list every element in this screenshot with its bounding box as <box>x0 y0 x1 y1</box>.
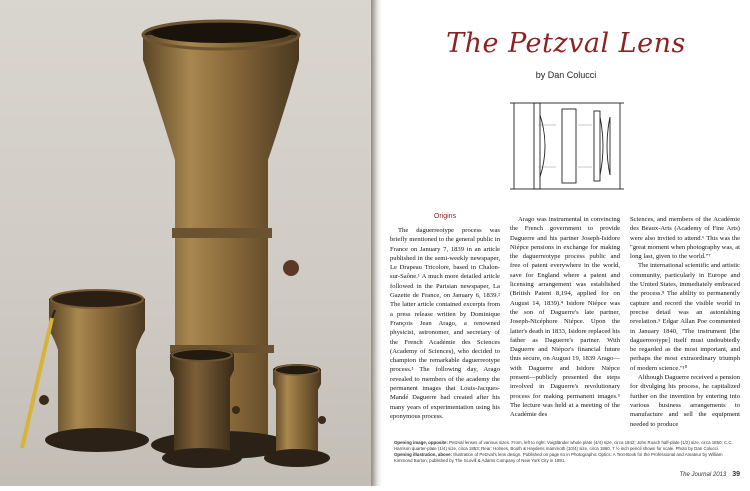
journal-name: The Journal 2013 <box>679 472 727 478</box>
caption-text: Illustration of Petzval's lens design. Published on page 61 in Photographic Optics: A Text-Book for the Professional and Amateur by William Kimmond Burton, published by The Scovill & Adams Company of New York City in 1891. <box>394 452 723 463</box>
paragraph: The daguerreotype process was briefly mentioned to the general public in France on January 7, 1839 in an article published in the semi-weekly newspaper, Le Drapeau Tricolore, based in Chalon-sur-Saône.¹ A much more detailed article followed in the Parisian newspaper, La Gazette de France, on January 6, 1839.² The latter article contained excerpts from a press release written by Dominique François Jean Arago, a renowned physicist, astronomer, and secretary of the French Académie des Sciences (Academy of Sciences), who decided to champion the remarkable daguerreotype process.³ The following day, Arago revealed to members of the academy the permanent images that Louis-Jacques-Mandé Daguerre had created after his many years of experimentation using his eponymous process. <box>390 227 500 420</box>
caption-label: Opening illustration, above: <box>394 452 453 457</box>
brass-lenses-illustration <box>0 0 371 486</box>
image-captions <box>394 440 738 464</box>
petzval-lens-diagram <box>510 95 624 197</box>
section-heading: Origins <box>433 213 457 220</box>
page-number: 39 <box>732 471 740 478</box>
article-page <box>382 0 750 486</box>
page-footer <box>680 471 741 478</box>
text-column-3 <box>630 215 740 429</box>
lens-photograph <box>0 0 371 486</box>
paragraph: Arago was instrumental in convincing the French government to provide Daguerre and his partner Joseph-Isidore Niépce pensions in exchange for making the daguerreotype process public and free of patent everywhere in the world, save for England where a patent and licensing arrangement was established (British Patent 8,194, applied for on August 14, 1839).⁴ Isidore Niépce was the son of Daguerre's late partner, Joseph-Nicéphore Niépce. Upon the latter's death in 1833, Isidore replaced his father as Daguerre's partner. With Daguerre and Niépce's financial future thus secure, on August 19, 1839 Arago—with Daguerre and Isidore Niépce present—publicly presented the steps involved in Daguerre's revolutionary process for making permanent images.⁵ The lecture was held at a meeting of the Académie des <box>510 216 620 419</box>
text-column-1 <box>390 226 500 421</box>
paragraph: Sciences, and members of the Académie des Beaux-Arts (Academy of Fine Arts) were also invited to attend.⁶ This was the "great moment when photography was, at long last, given to the world."⁷ <box>630 216 740 261</box>
text-column-2 <box>510 215 620 420</box>
page-gutter <box>371 0 382 486</box>
caption-text: Petzval lenses of various sizes. From, left to right: Voigtländer whole plate (4/4) size, circa 1842; John Roach half-plate (1/2) size, circa 1850; C.C. Harrison quarter-plate (1/4) size, circa 1853; Rear: Holmes, Booth & Haydens mammoth (10/4) size, circa 1860. 7 ½ inch pencil shown for scale. Photo by Dan Colucci. <box>394 440 733 451</box>
paragraph: Although Daguerre received a pension for divulging his process, he capitalized further on the invention by entering into various business arrangements to manufacture and sell the equipment needed to produce <box>630 374 740 428</box>
article-byline: by Dan Colucci <box>535 70 597 80</box>
paragraph: The international scientific and artistic community, particularly in Europe and the United States, immediately embraced the process.⁸ The ability to permanently capture and record the visible world in precise detail was an astonishing revelation.⁹ Edgar Allan Poe commented in January 1840, "The instrument [the daguerreotype] itself must undoubtedly be regarded as the most important, and perhaps the most extraordinary triumph of modern science."¹⁰ <box>630 262 740 372</box>
article-title: The Petzval Lens <box>446 28 686 59</box>
caption-label: Opening image, opposite: <box>394 440 448 445</box>
